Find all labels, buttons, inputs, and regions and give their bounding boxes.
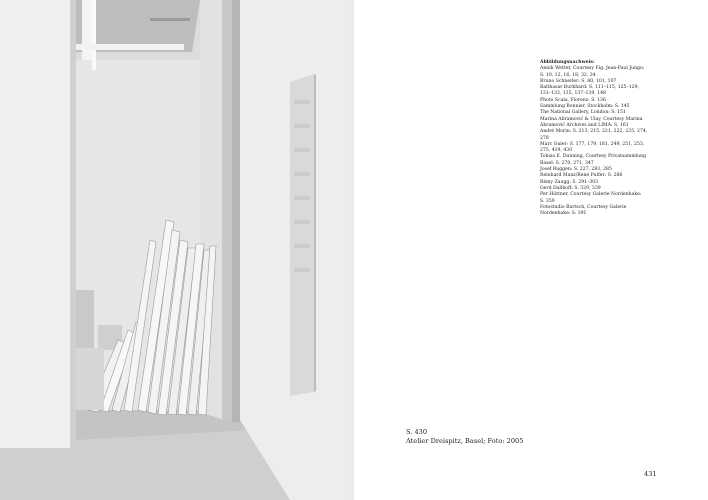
wall-painting bbox=[290, 74, 314, 396]
credit-line: Nordenhake: S. 391 bbox=[540, 211, 587, 217]
credit-line: 278 bbox=[540, 135, 549, 141]
credit-line: Sammlung Bonnier, Stockholm: S. 145 bbox=[540, 104, 630, 110]
credits-heading: Abbildungsnachweis: bbox=[540, 60, 595, 65]
caption-page-ref: S. 430 bbox=[406, 428, 428, 436]
credit-line: Reinhard Manz/René Pulfer: S. 286 bbox=[540, 173, 623, 179]
caption-text: Atelier Dreispitz, Basel; Foto: 2005 bbox=[406, 437, 524, 445]
credit-line: S. 359 bbox=[540, 198, 555, 204]
image-credits bbox=[540, 60, 665, 217]
credit-line: 131–133, 135, 137–139, 148 bbox=[540, 91, 606, 97]
credit-line: Per Hüttner, Courtesy Galerie Nordenhake: bbox=[540, 192, 642, 198]
credit-line: Rémy Zaugg: S. 291–303 bbox=[540, 179, 599, 185]
credit-line: Balthasar Burkhard: S. 111–115, 125–129, bbox=[540, 85, 639, 91]
text-page bbox=[354, 0, 708, 500]
credit-line: Bruno Schneiter: S. 80, 101, 107 bbox=[540, 78, 617, 84]
page-number: 431 bbox=[644, 470, 657, 478]
credit-line: Gerd Dallhoff: S. 329, 339 bbox=[540, 185, 601, 191]
credit-line: Tobias E. Dunning, Courtesy Privatsammlung bbox=[540, 154, 647, 160]
credit-line: Basel: S. 270, 271, 347 bbox=[540, 160, 594, 166]
credit-line: Fotostudio Bartsch, Courtesy Galerie bbox=[540, 204, 627, 210]
credit-line: S. 10, 12, 16, 18, 32, 34 bbox=[540, 72, 596, 78]
credit-line: Annik Wetter, Courtesy Fig. Jean-Paul Jungo; bbox=[540, 66, 645, 72]
credit-line: Marc Guler: S. 177, 179, 181, 249, 251, 253, bbox=[540, 141, 645, 147]
credit-line: Photo Scala, Florenz: S. 136 bbox=[540, 97, 606, 103]
credit-line: Marina Abramović & Ulay, Courtesy Marina bbox=[540, 116, 643, 122]
credit-line: Josef Ruggen: S. 227, 283, 285 bbox=[540, 167, 612, 173]
credit-line: André Morin: S. 213, 215, 221, 222, 235, 274, bbox=[540, 129, 648, 135]
credit-line: The National Gallery, London: S. 151 bbox=[540, 110, 626, 116]
credit-line: Abramović Archives and LIMA: S. 161 bbox=[540, 122, 629, 128]
credit-line: 275, 419, 430 bbox=[540, 148, 573, 154]
photo-caption bbox=[406, 428, 523, 446]
